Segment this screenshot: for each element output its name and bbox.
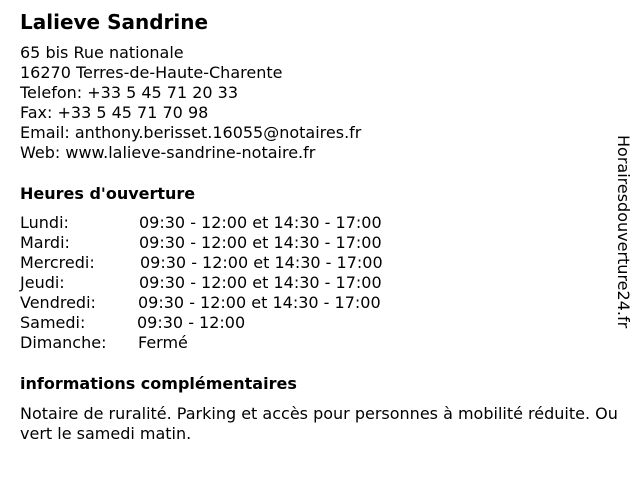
- phone-line: Telefon: +33 5 45 71 20 33: [20, 83, 239, 102]
- web-line: Web: www.lalieve-sandrine-notaire.fr: [20, 143, 316, 162]
- opening-hours-table: [20, 213, 440, 353]
- hours-row-tuesday: [20, 233, 440, 253]
- time-range: Fermé: [138, 333, 188, 352]
- day-label: Vendredi:: [20, 293, 96, 312]
- time-range: 09:30 - 12:00 et 14:30 - 17:00: [139, 273, 382, 292]
- postal-city: 16270 Terres-de-Haute-Charente: [20, 63, 283, 82]
- opening-hours-heading: Heures d'ouverture: [20, 184, 196, 203]
- time-range: 09:30 - 12:00: [137, 313, 246, 332]
- email-line: Email: anthony.berisset.16055@notaires.fr: [20, 123, 362, 142]
- fax-line: Fax: +33 5 45 71 70 98: [20, 103, 209, 122]
- additional-info-text: Notaire de ruralité. Parking et accès pour personnes à mobilité réduite. Ouvert le samedi matin.: [20, 404, 618, 443]
- hours-row-monday: [20, 213, 440, 233]
- day-label: Mercredi:: [20, 253, 95, 272]
- hours-row-friday: [20, 293, 440, 313]
- hours-row-sunday: [20, 333, 440, 353]
- hours-row-thursday: [20, 273, 440, 293]
- street-address: 65 bis Rue nationale: [20, 43, 184, 62]
- day-label: Lundi:: [20, 213, 69, 232]
- time-range: 09:30 - 12:00 et 14:30 - 17:00: [139, 233, 382, 252]
- additional-info-heading: informations complémentaires: [20, 374, 297, 393]
- hours-row-wednesday: [20, 253, 440, 273]
- day-label: Dimanche:: [20, 333, 107, 352]
- contact-block: [20, 43, 361, 163]
- time-range: 09:30 - 12:00 et 14:30 - 17:00: [140, 253, 383, 272]
- site-watermark: Horairesdouverture24.fr: [614, 135, 633, 329]
- time-range: 09:30 - 12:00 et 14:30 - 17:00: [139, 213, 382, 232]
- day-label: Mardi:: [20, 233, 70, 252]
- time-range: 09:30 - 12:00 et 14:30 - 17:00: [138, 293, 381, 312]
- business-name: Lalieve Sandrine: [20, 10, 209, 34]
- day-label: Samedi:: [20, 313, 86, 332]
- day-label: Jeudi:: [20, 273, 65, 292]
- hours-row-saturday: [20, 313, 440, 333]
